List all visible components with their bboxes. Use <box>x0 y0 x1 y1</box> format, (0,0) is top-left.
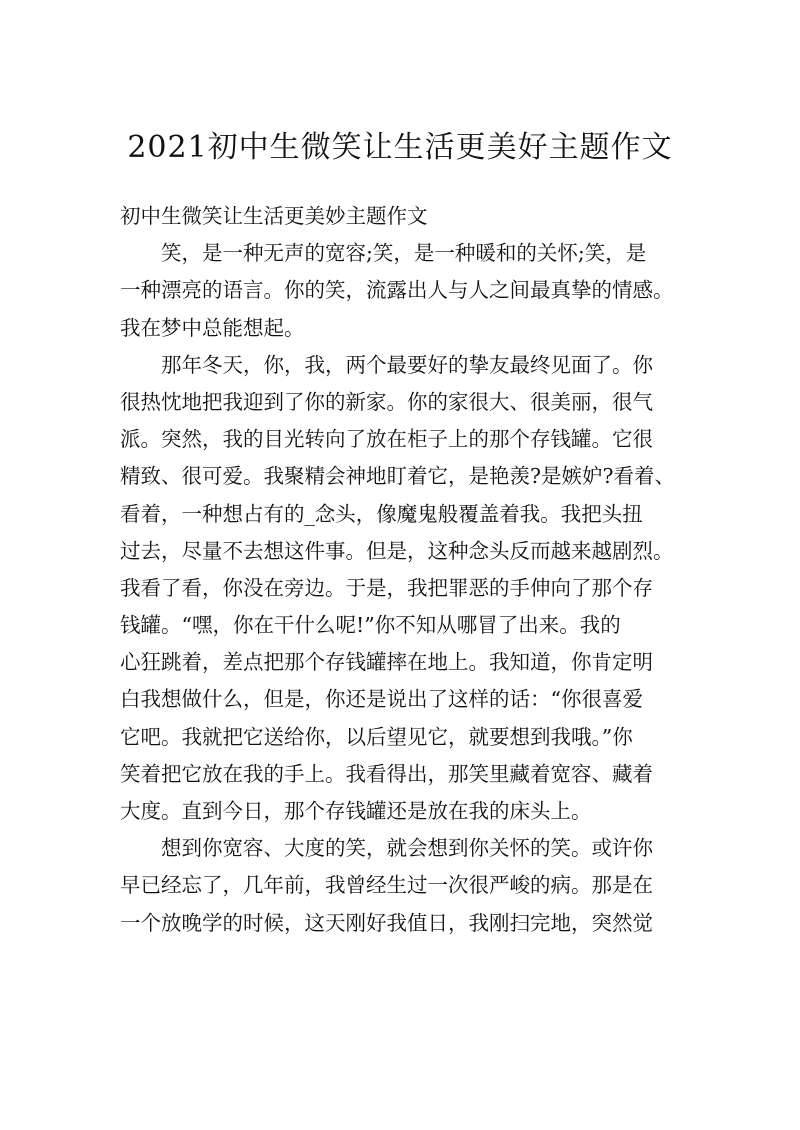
paragraph-line: 一种漂亮的语言。你的笑，流露出人与人之间最真挚的情感。 <box>120 278 674 303</box>
paragraph-line: 笑，是一种无声的宽容;笑，是一种暖和的关怀;笑，是 <box>161 241 647 266</box>
paragraph-line: 想到你宽容、大度的笑，就会想到你关怀的笑。或许你 <box>161 836 653 861</box>
paragraph-line: 一个放晚学的时候，这天刚好我值日，我刚扫完地，突然觉 <box>120 910 653 935</box>
paragraph-line: 过去，尽量不去想这件事。但是，这种念头反而越来越剧烈。 <box>120 538 674 563</box>
document-subtitle: 初中生微笑让生活更美妙主题作文 <box>120 204 428 228</box>
document-title: 2021初中生微笑让生活更美好主题作文 <box>127 130 673 165</box>
paragraph-line: 我在梦中总能想起。 <box>120 315 305 340</box>
paragraph-line: 看着，一种想占有的_念头，像魔鬼般覆盖着我。我把头扭 <box>120 501 643 526</box>
paragraph-line: 那年冬天，你，我，两个最要好的挚友最终见面了。你 <box>161 352 653 377</box>
paragraph-line: 心狂跳着，差点把那个存钱罐摔在地上。我知道，你肯定明 <box>120 650 653 675</box>
paragraph-line: 很热忱地把我迎到了你的新家。你的家很大、很美丽，很气 <box>120 389 653 414</box>
paragraph-line: 笑着把它放在我的手上。我看得出，那笑里藏着宽容、藏着 <box>120 761 653 786</box>
paragraph-line: 我看了看，你没在旁边。于是，我把罪恶的手伸向了那个存 <box>120 575 653 600</box>
paragraph-line: 白我想做什么，但是，你还是说出了这样的话：“你很喜爱 <box>120 687 643 712</box>
paragraph-line: 钱罐。“嘿，你在干什么呢!”你不知从哪冒了出来。我的 <box>120 613 621 638</box>
document-body <box>120 198 685 942</box>
paragraph-line: 精致、很可爱。我聚精会神地盯着它，是艳羡?是嫉妒?看着、 <box>120 464 675 489</box>
paragraph-line: 大度。直到今日，那个存钱罐还是放在我的床头上。 <box>120 799 592 823</box>
paragraph-line: 派。突然，我的目光转向了放在柜子上的那个存钱罐。它很 <box>120 427 653 452</box>
paragraph-line: 早已经忘了，几年前，我曾经生过一次很严峻的病。那是在 <box>120 873 653 898</box>
paragraph-line: 它吧。我就把它送给你，以后望见它，就要想到我哦。”你 <box>120 724 633 749</box>
